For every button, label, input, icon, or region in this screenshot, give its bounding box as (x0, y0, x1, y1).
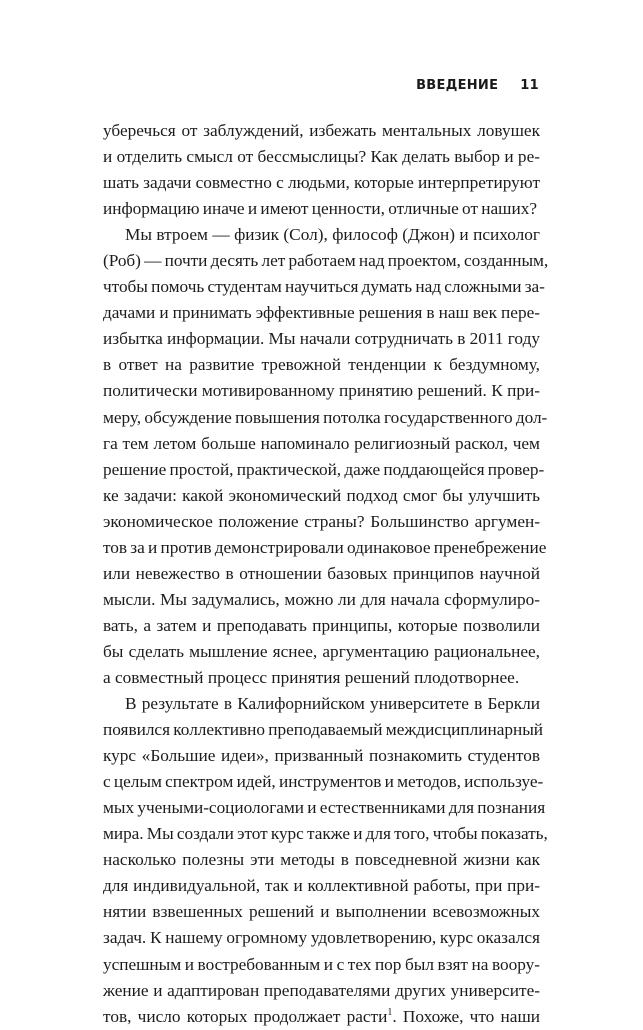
text-line: и отделить смысл от бессмыслицы? Как делать выбор и ре- (103, 147, 540, 167)
text-line: с целым спектром идей, инструментов и методов, используе- (103, 772, 544, 792)
text-line: курс «Большие идеи», призванный познакомить студентов (103, 746, 540, 766)
paragraph (103, 691, 548, 1030)
body-text (103, 118, 549, 1030)
text-line: мысли. Мы задумались, можно ли для начала сформулиро- (103, 589, 540, 609)
text-line: тов за и против демонстрировали одинаковое пренебрежение (103, 537, 547, 557)
page-number: 11 (520, 78, 539, 93)
text-line: шать задачи совместно с людьми, которые интерпретируют (103, 173, 540, 193)
text-line: (Роб) — почти десять лет работаем над проектом, созданным, (103, 251, 549, 271)
text-line: задач. К нашему огромному удовлетворению, курс оказался (103, 928, 540, 948)
text-line: а совместный процесс принятия решений плодотворнее. (103, 667, 520, 687)
text-line: меру, обсуждение повышения потолка государственного дол- (103, 407, 548, 427)
text-line: экономическое положение страны? Большинство аргумен- (103, 511, 540, 531)
text-line: информацию иначе и имеют ценности, отличные от наших? (103, 199, 538, 219)
text-line: тов, число которых продолжает расти$^1$. Похоже, что наши (103, 1006, 540, 1026)
text-line: политически мотивированному принятию решений. К при- (103, 381, 540, 401)
text-line: уберечься от заблуждений, избежать ментальных ловушек (103, 121, 540, 140)
text-line: успешным и востребованным и с тех пор был взят на воору- (103, 954, 540, 974)
text-line: ке задачи: какой экономический подход смог бы улучшить (103, 485, 540, 505)
footnote-ref: 1 (387, 1006, 393, 1018)
paragraph (103, 118, 540, 222)
text-line: насколько полезны эти методы в повседневной жизни как (103, 850, 540, 870)
text-line: га тем летом больше напоминало религиозный раскол, чем (103, 433, 540, 453)
text-line: Мы втроем — физик (Сол), философ (Джон) и психолог (125, 225, 540, 245)
text-line: избытка информации. Мы начали сотрудничать в 2011 году (103, 329, 540, 349)
text-line: в ответ на развитие тревожной тенденции к бездумному, (103, 355, 540, 375)
text-line: В результате в Калифорнийском университете в Беркли (125, 694, 540, 714)
chapter-title: ВВЕДЕНИЕ (416, 78, 499, 93)
text-line: для индивидуальной, так и коллективной работы, при при- (103, 876, 540, 896)
text-line: или невежество в отношении базовых принципов научной (103, 563, 540, 583)
text-line: вать, а затем и преподавать принципы, которые позволили (103, 615, 540, 635)
text-line-part: Похоже, что наши (402, 1006, 540, 1026)
text-line: бы сделать мышление яснее, аргументацию рациональнее, (103, 641, 540, 661)
text-line: мира. Мы создали этот курс также и для того, чтобы показать, (103, 824, 548, 844)
text-line: решение простой, практической, даже поддающейся провер- (103, 459, 545, 479)
paragraph (103, 222, 549, 691)
text-line: мых учеными-социологами и естественниками для познания (103, 798, 546, 818)
text-line: чтобы помочь студентам научиться думать над сложными за- (103, 277, 545, 297)
text-line: появился коллективно преподаваемый междисциплинарный (103, 720, 544, 740)
running-header (416, 78, 539, 93)
text-line-part: тов, число которых продолжает расти (103, 1006, 388, 1026)
text-line: нятии взвешенных решений и выполнении всевозможных (103, 902, 540, 922)
text-line: дачами и принимать эффективные решения в наш век пере- (103, 303, 540, 323)
text-line: жение и адаптирован преподавателями других университе- (103, 980, 540, 1000)
